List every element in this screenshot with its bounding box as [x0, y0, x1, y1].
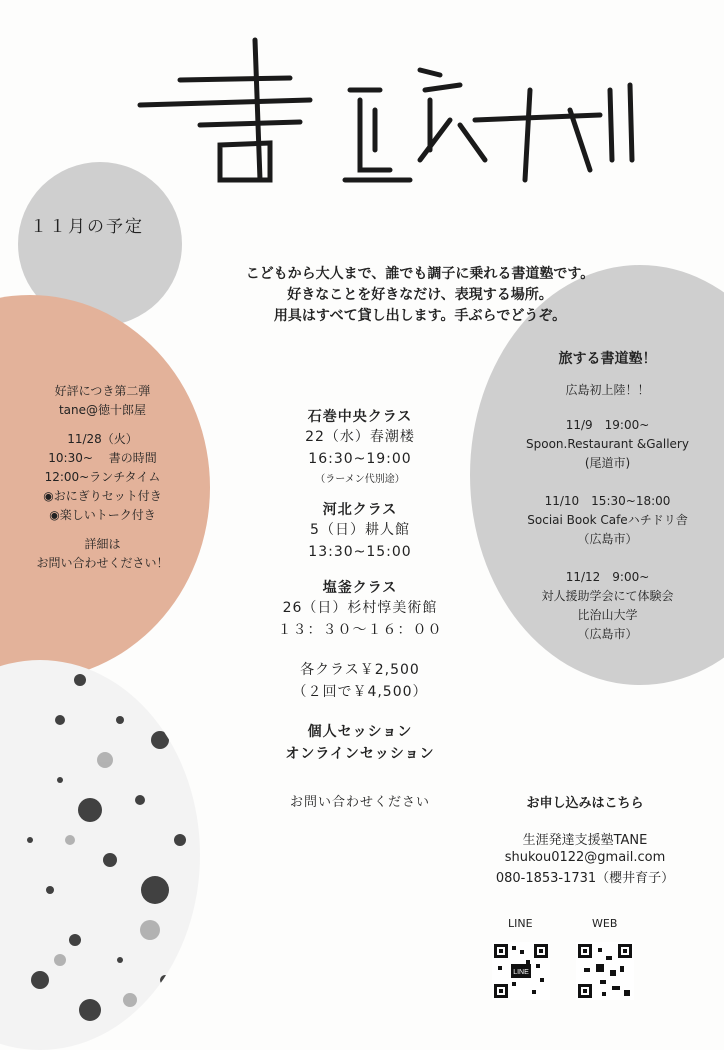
class-venue: 22（水）春潮楼: [305, 429, 415, 445]
qr-label-web: WEB: [592, 917, 618, 930]
travel-event: [495, 492, 720, 549]
left-event-date: 11/28（火）: [67, 432, 138, 446]
left-event-line: ◉おにぎりセット付き: [43, 489, 162, 503]
intro-line-2: 好きなことを好きなだけ、表現する場所。: [287, 287, 553, 303]
apply-email[interactable]: shukou0122@gmail.com: [504, 850, 666, 865]
intro-text: [140, 264, 700, 327]
price: 各クラス￥2,500: [300, 662, 420, 678]
ink-splatter-image: [0, 660, 200, 1050]
left-event-info: [10, 382, 195, 573]
class-venue: 5（日）耕人館: [310, 522, 410, 538]
travel-event-line: （広島市）: [577, 627, 638, 641]
price-note: （２回で￥4,500）: [292, 684, 428, 700]
class-venue: 26（日）杉村惇美術館: [282, 600, 438, 616]
apply-heading: お申し込みはこちら: [526, 796, 644, 811]
travel-event-line: 11/9 19:00~: [565, 418, 650, 432]
travel-event-line: Sociai Book Cafeハチドリ舎: [527, 513, 688, 527]
qr-label-line: LINE: [508, 917, 533, 930]
travel-event-line: 11/10 15:30~18:00: [544, 494, 671, 508]
qr-code-icon: [576, 942, 634, 1000]
left-event-line: 好評につき第二弾: [54, 384, 151, 398]
travel-event-line: （広島市）: [577, 532, 638, 546]
travel-event-line: 11/12 9:00~: [565, 570, 650, 584]
title-text: 書道塾 tane: [120, 30, 126, 31]
intro-line-1: こどもから大人まで、誰でも調子に乗れる書道塾です。: [245, 266, 595, 282]
left-event-spacer: [10, 525, 195, 535]
month-badge: １１月の予定: [30, 217, 144, 237]
apply-info: [455, 792, 715, 886]
travel-event-line: 対人援助学会にて体験会: [541, 589, 674, 603]
class-name: 塩釜クラス: [322, 580, 398, 596]
class-name: 河北クラス: [322, 502, 398, 518]
qr-code-icon: [492, 942, 550, 1000]
left-event-line: 12:00~ランチタイム: [44, 470, 161, 484]
line-qr-caption: LINE: [513, 969, 529, 976]
class-note: （ラーメン代別途）: [315, 474, 405, 485]
class-time: 16:30~19:00: [308, 451, 412, 467]
line-qr-code[interactable]: [492, 942, 550, 1000]
left-event-line: tane@徳十郎屋: [58, 403, 147, 417]
web-qr-code[interactable]: [576, 942, 634, 1000]
class-time: 13:30~15:00: [308, 544, 412, 560]
session-personal: 個人セッション: [307, 724, 413, 740]
travel-event-line: (尾道市): [584, 456, 631, 470]
ink-splatter-graphic: [0, 660, 200, 1050]
session-online: オンラインセッション: [285, 746, 435, 762]
travel-heading: 旅する書道塾！: [558, 351, 657, 367]
apply-phone[interactable]: 080-1853-1731（櫻井育子）: [495, 871, 675, 886]
inquiry-text: お問い合わせください: [289, 795, 430, 810]
calligraphy-title: [120, 30, 640, 200]
travel-info: [495, 350, 720, 644]
travel-event: [495, 416, 720, 473]
left-event-spacer: [10, 420, 195, 430]
travel-event-line: Spoon.Restaurant &Gallery: [526, 437, 689, 451]
left-event-line: 10:30~ 書の時間: [48, 451, 157, 465]
left-event-line: 詳細は: [84, 537, 121, 551]
intro-line-3: 用具はすべて貸し出します。手ぶらでどうぞ。: [273, 308, 567, 324]
travel-event: [495, 568, 720, 644]
left-event-line: ◉楽しいトーク付き: [49, 508, 156, 522]
travel-event-line: 比治山大学: [577, 608, 638, 622]
class-name: 石巻中央クラス: [307, 409, 413, 425]
travel-subheading: 広島初上陸！！: [565, 383, 650, 397]
class-schedule: [225, 406, 495, 810]
left-event-line: お問い合わせください！: [36, 556, 169, 570]
apply-org: 生涯発達支援塾TANE: [522, 833, 648, 848]
class-time: １３：３０〜１６：００: [277, 622, 443, 638]
